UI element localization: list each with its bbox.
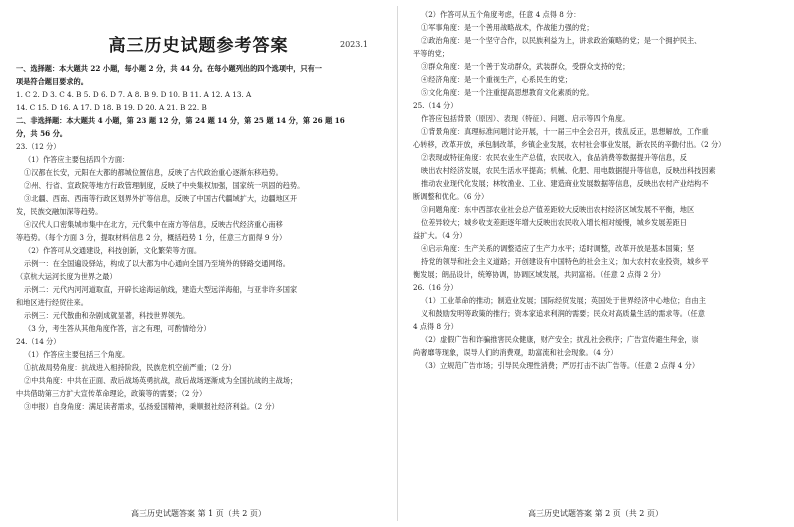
- answer-line: ①汉都在长安，元阳在大都的都城位置信息，反映了古代政治重心逐渐东移趋势。: [24, 168, 283, 177]
- answer-line: 衡发展；朗品设计，统筹协调，协调区域发展，共同富裕。（任意 2 点得 2 分）: [413, 270, 665, 279]
- answer-line: （1）工业革命的推动；制造业发展；国际经贸发展；英国处于世界经济中心地位；自由主: [421, 296, 706, 305]
- answer-line: ③群众角度：是一个善于发动群众，武装群众，受群众支持的党；: [421, 62, 630, 71]
- answer-line: 等趋势。（每个方面 3 分，提取材料信息 2 分，概括趋势 1 分，任意三方面得 9 分）: [16, 233, 287, 242]
- answer-line: ②中共角度：中共在正面、敌后战场英勇抗战，敌后战场逐渐成为全国抗战的主战场；: [24, 376, 298, 385]
- exam-date: 2023.1: [340, 40, 368, 49]
- answer-line: （1）作答应主要包括三个角度。: [24, 350, 130, 359]
- answer-line: 和地区进行经贸往来。: [16, 298, 88, 307]
- answer-line: 1. C 2. D 3. C 4. B 5. D 6. D 7. A 8. B 9. D 10. B 11. A 12. A 13. A: [16, 90, 252, 99]
- answer-line: （2）虚假广告和诈骗推害民众健康，财产安全；扰乱社会秩序；广告宣传避生拜金，崇: [421, 335, 699, 344]
- answer-line: 断调整和优化。（6 分）: [413, 192, 489, 201]
- answer-page-2: [397, 0, 794, 527]
- answer-line: 二、非选择题：本大题共 4 小题，第 23 题 12 分，第 24 题 14 分，第 25 题 14 分，第 26 题 16: [16, 116, 345, 125]
- answer-line: （1）作答应主要包括四个方面：: [24, 155, 130, 164]
- answer-line: 分，共 56 分。: [16, 129, 67, 138]
- answer-text-left: [16, 62, 387, 413]
- answer-line: 义和鼓励发明等政策的推行；资本家追求利润的需要；民众对高质量生活的需求等。（任意: [421, 309, 705, 318]
- answer-line: 心转移，改革开放，承包制改革，乡镇企业发展，农村社会事业发展，新农民的辛勤付出。（2 分）: [413, 140, 726, 149]
- answer-line: 尚奢靡等现象，误导人们的消费观，助富流和社会现象。（4 分）: [413, 348, 618, 357]
- answer-line: 26.（16 分）: [413, 283, 458, 292]
- answer-line: （3）立规范广告市场；引导民众理性消费；严厉打击不法广告等。（任意 2 点得 4 分）: [421, 361, 700, 370]
- answer-line: 平等的党；: [413, 49, 449, 58]
- answer-line: ④启示角度：生产关系的调整适应了生产力水平；适时调整，改革开放是基本国策；坚: [421, 244, 695, 253]
- answer-line: ①背景角度：真理标准问题讨论开展，十一届三中全会召开，拨乱反正，思想解放，工作重: [421, 127, 709, 136]
- answer-line: 示例一：在全国遍设驿站，构成了以大都为中心通向全国乃至境外的驿路交通网络。: [24, 259, 290, 268]
- answer-line: 示例二：元代内河河道取直，开辟长途海运航线，建造大型远洋海船，与亚非许多国家: [24, 285, 298, 294]
- answer-line: 位差异较大；城乡收支差距逐年增大反映出农民收入增长相对缓慢，城乡发展差距日: [421, 218, 687, 227]
- answer-line: ④经济角度：是一个重视生产，心系民生的党；: [421, 75, 572, 84]
- answer-line: 23.（12 分）: [16, 142, 61, 151]
- answer-line: 4 点得 8 分）: [413, 322, 458, 331]
- answer-line: ⑤文化角度：是一个注重提高思想教育文化素质的党。: [421, 88, 594, 97]
- answer-line: ③申报）自身角度：满足读者需求，弘扬爱国精神，秉顺报社经济利益。（2 分）: [24, 402, 279, 411]
- answer-line: 14. C 15. D 16. A 17. D 18. B 19. D 20. A 21. B 22. B: [16, 103, 207, 112]
- answer-line: ②表现或特征角度：农民农业生产总值，农民收入，食品消费等数据提升等信息，反: [421, 153, 687, 162]
- page-footer-right: 高三历史试题答案 第 2 页（共 2 页）: [528, 509, 663, 518]
- answer-line: ②州、行省、宣政院等地方行政管理制度，反映了中央集权加强，国家统一巩固的趋势。: [24, 181, 305, 190]
- answer-line: ①军事角度：是一个善用战略战术，作战能力强的党；: [421, 23, 594, 32]
- answer-line: ②政治角度：是一个坚守合作，以民族利益为上，讲求政治策略的党；是一个拥护民主、: [421, 36, 702, 45]
- answer-line: 益扩大。（4 分）: [413, 231, 467, 240]
- answer-line: ①抗战局势角度：抗战进入相持阶段，民族危机空前严重；（2 分）: [24, 363, 236, 372]
- answer-text-right: [413, 8, 784, 372]
- answer-line: 24.（14 分）: [16, 337, 61, 346]
- answer-line: ③北疆、西南、西南等行政区划界外扩等信息，反映了中国古代疆域扩大，边疆地区开: [24, 194, 298, 203]
- answer-line: 作答应包括背景（原因）、表现（特征）、问题、启示等四个角度。: [421, 114, 630, 123]
- answer-line: 示例三：元代散曲和杂剧成就显著，科技世界领先。: [24, 311, 190, 320]
- answer-line: 发，民族交融加深等趋势。: [16, 207, 103, 216]
- answer-line: 映出农村经济发展，农民生活水平提高；机械、化肥、用电数据提升等信息，反映出科技因素: [421, 166, 716, 175]
- answer-line: 项是符合题目要求的。: [16, 77, 88, 86]
- page-title: 高三历史试题参考答案: [108, 36, 289, 56]
- page-footer-left: 高三历史试题答案 第 1 页（共 2 页）: [131, 509, 266, 518]
- answer-line: ④汉代人口密集城市集中在北方，元代集中在南方等信息，反映古代经济重心南移: [24, 220, 283, 229]
- answer-line: 25.（14 分）: [413, 101, 458, 110]
- answer-line: ③问题角度：东中西部农业社会总产值差距较大反映出农村经济区域发展不平衡，地区: [421, 205, 695, 214]
- answer-line: （2）作答可从五个角度考虑，任意 4 点得 8 分：: [421, 10, 581, 19]
- answer-line: （京杭大运河长度为世界之最）: [16, 272, 117, 281]
- answer-line: （3 分，考生答从其他角度作答，言之有理，可酌情给分）: [24, 324, 211, 333]
- answer-line: 中共借助第三方扩大宣传革命理论，政策等的需要；（2 分）: [16, 389, 207, 398]
- answer-line: 一、选择题：本大题共 22 小题，每小题 2 分，共 44 分。在每小题列出的四个选项中，只有一: [16, 64, 322, 73]
- answer-line: 持党的领导和社会主义道路；开创建设有中国特色的社会主义；加大农村农业投资，城乡平: [421, 257, 709, 266]
- answer-line: 推动农业现代化发展；林牧渔业、工业、建造商业发展数据等信息，反映出农村产业结构不: [421, 179, 709, 188]
- answer-line: （2）作答可从交通建设，科技创新，文化繁荣等方面。: [24, 246, 202, 255]
